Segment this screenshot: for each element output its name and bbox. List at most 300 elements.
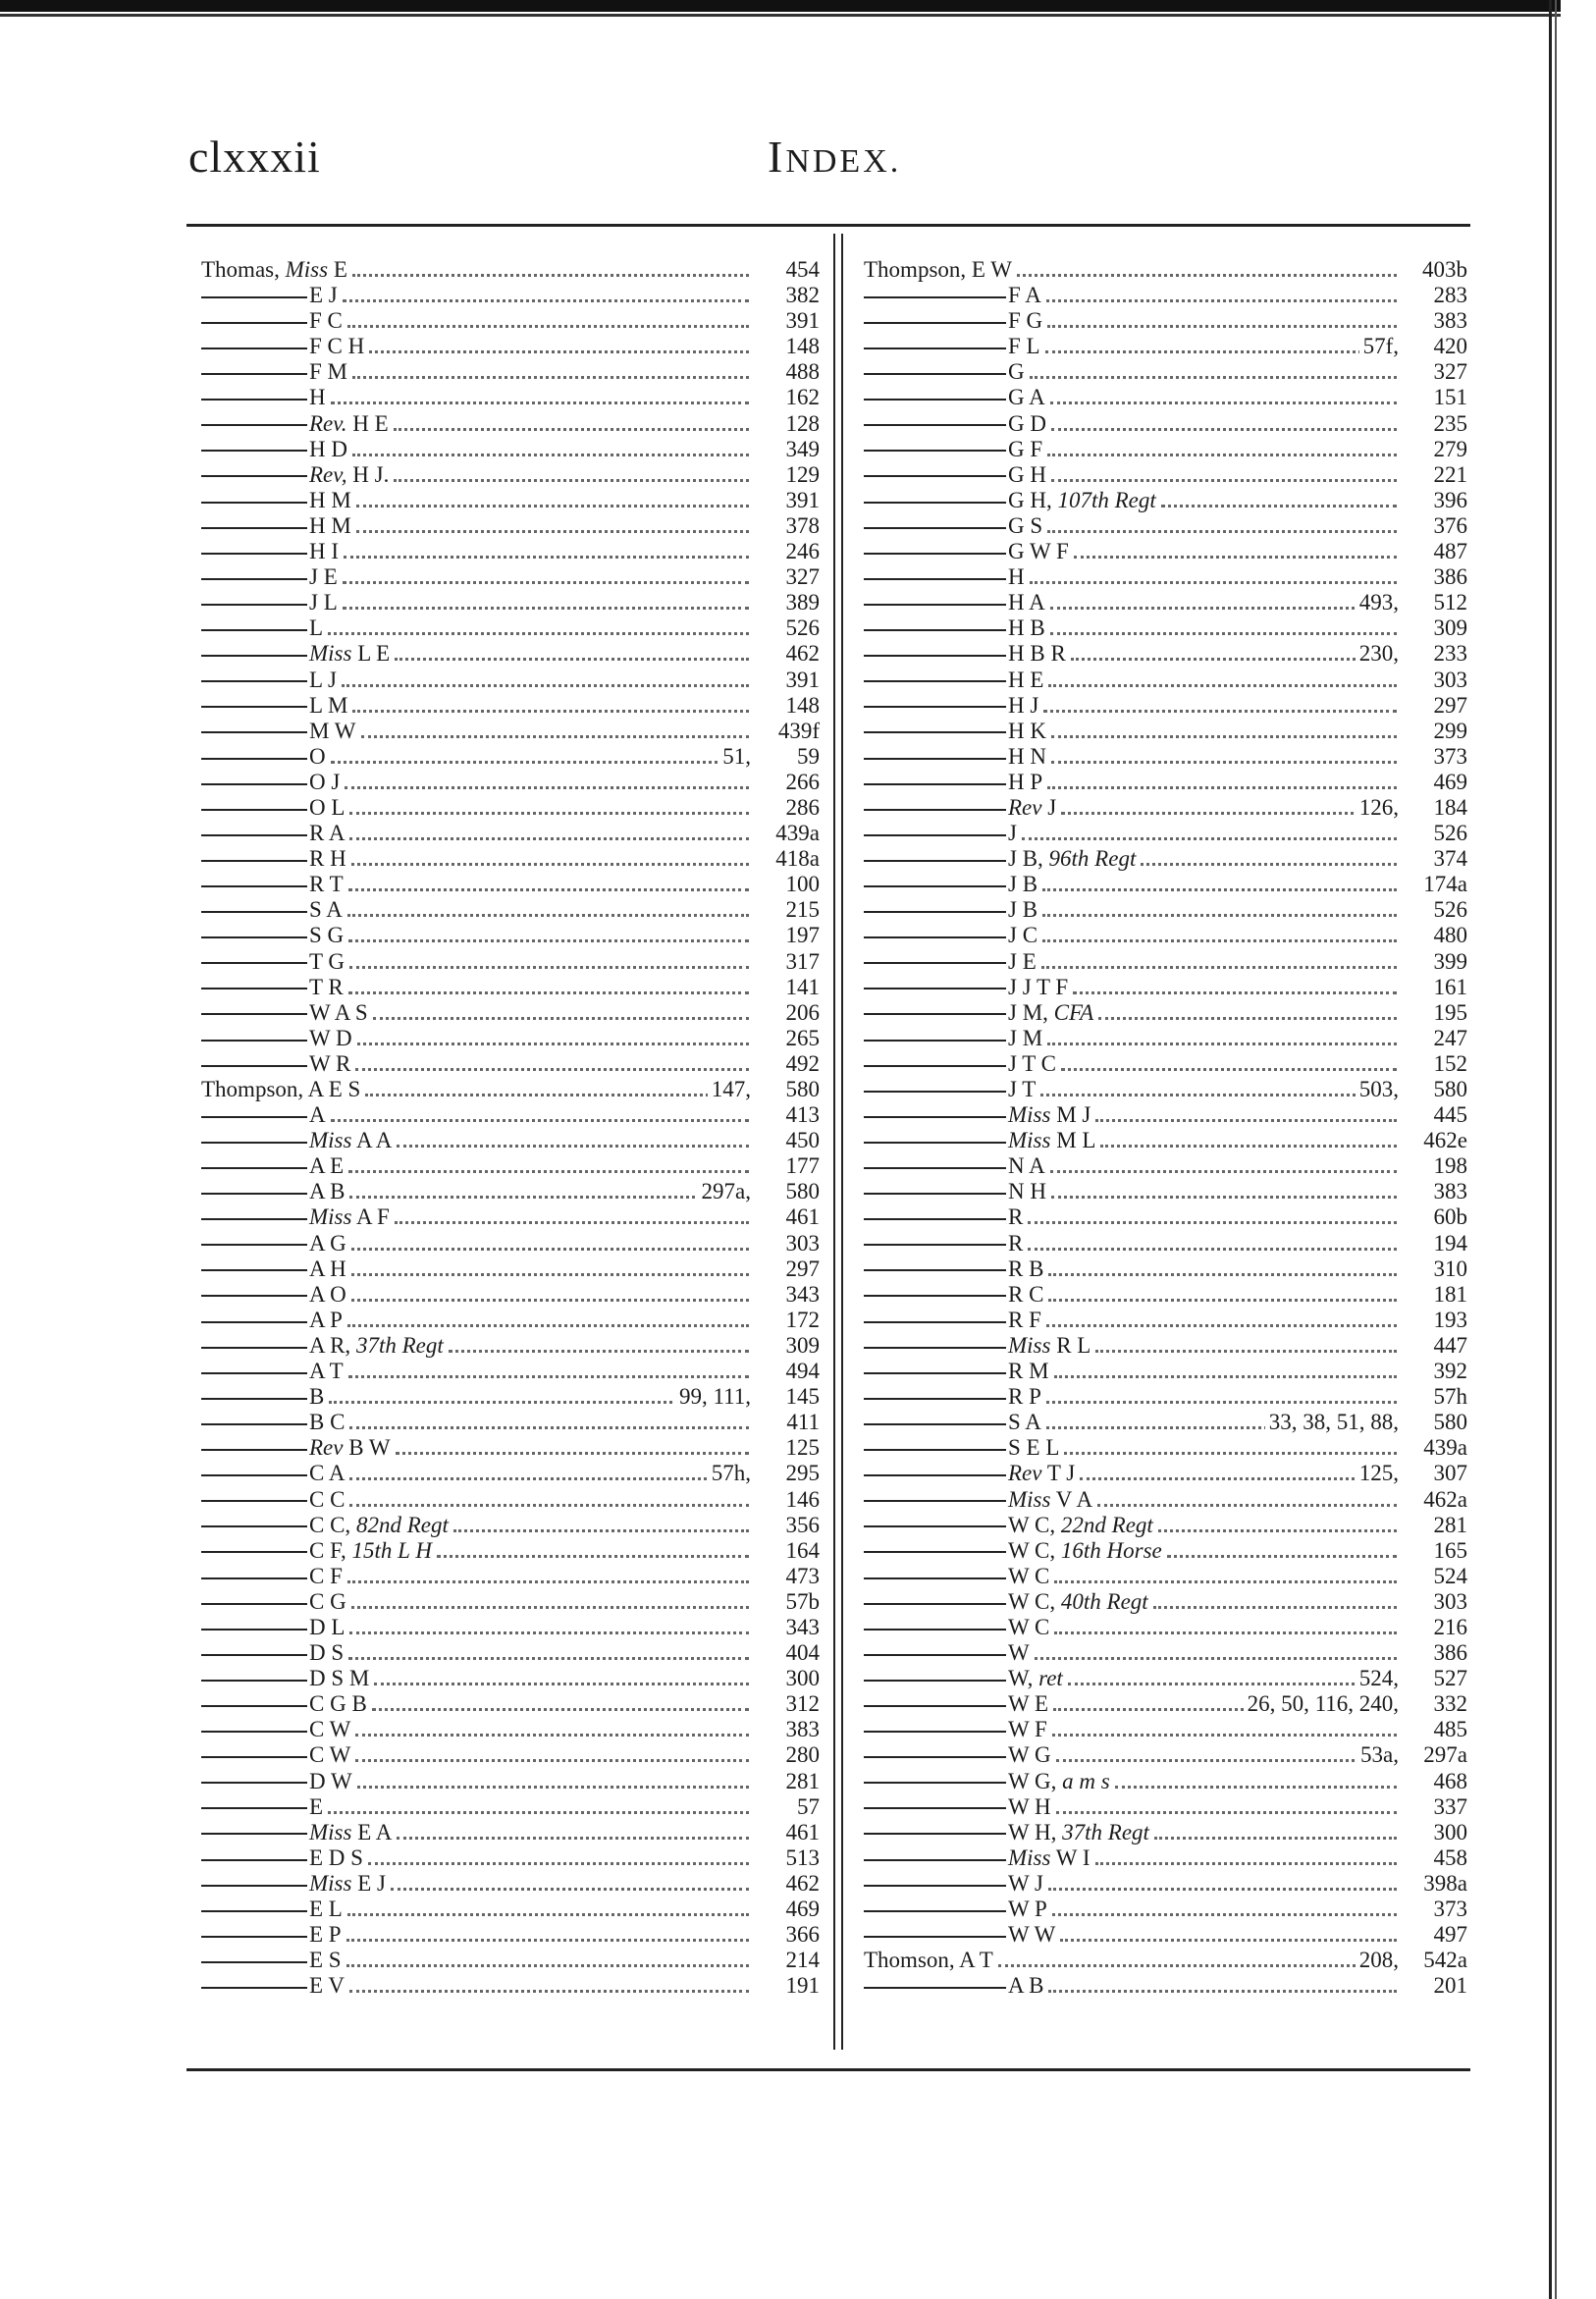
index-entry bbox=[864, 411, 1467, 437]
entry-name bbox=[201, 975, 346, 1000]
entry-other-pages: 53a, bbox=[1357, 1742, 1399, 1768]
ditto-dash bbox=[864, 783, 1006, 785]
entry-given-names: W J bbox=[1008, 1870, 1043, 1896]
dot-leader bbox=[1073, 991, 1397, 994]
entry-name bbox=[201, 1538, 435, 1564]
entry-name bbox=[201, 1000, 371, 1026]
entry-page-number: 469 bbox=[785, 1897, 820, 1921]
entry-given-names: H J bbox=[1008, 692, 1039, 718]
entry-page-number: 513 bbox=[785, 1845, 820, 1870]
ditto-dash bbox=[201, 1116, 307, 1118]
dot-leader bbox=[347, 1580, 749, 1583]
entry-name bbox=[201, 897, 346, 923]
index-entry bbox=[201, 1742, 820, 1768]
entry-page-number: 373 bbox=[1433, 743, 1467, 769]
entry-other-pages: 230, bbox=[1356, 641, 1399, 667]
index-entry bbox=[864, 1922, 1467, 1948]
dot-leader bbox=[343, 607, 749, 610]
entry-page-number: 473 bbox=[785, 1563, 820, 1588]
ditto-dash bbox=[864, 731, 1006, 733]
entry-note: 107th Regt bbox=[1057, 487, 1156, 512]
entry-page-number: 447 bbox=[1433, 1332, 1467, 1358]
entry-given-names: F G bbox=[1008, 308, 1043, 334]
index-entry bbox=[864, 795, 1467, 821]
entry-given-names: C A bbox=[309, 1461, 346, 1486]
dot-leader bbox=[1071, 658, 1397, 661]
dot-leader bbox=[1050, 401, 1397, 404]
index-entry bbox=[864, 1640, 1467, 1666]
ditto-dash bbox=[201, 834, 307, 836]
ditto-dash bbox=[201, 1013, 307, 1015]
dot-leader bbox=[449, 1350, 749, 1353]
entry-given-names: W H, bbox=[1008, 1819, 1057, 1845]
index-entry bbox=[201, 1973, 820, 1999]
entry-given-names: R H bbox=[309, 846, 346, 872]
entry-name bbox=[864, 1871, 1046, 1897]
index-entry bbox=[201, 1871, 820, 1897]
entry-name bbox=[864, 1102, 1093, 1128]
index-entry bbox=[864, 308, 1467, 334]
dot-leader bbox=[1052, 1913, 1397, 1916]
entry-page-number: 129 bbox=[785, 461, 820, 487]
entry-name bbox=[864, 615, 1048, 641]
entry-given-names: H bbox=[1008, 564, 1025, 590]
entry-given-names: W C, bbox=[1008, 1512, 1056, 1537]
index-entry bbox=[201, 1384, 820, 1410]
entry-given-names: H bbox=[309, 385, 326, 410]
entry-title: Miss bbox=[285, 257, 329, 282]
ditto-dash bbox=[864, 1654, 1006, 1656]
entry-given-names: L J bbox=[309, 667, 337, 692]
entry-given-names: J T C bbox=[1008, 1050, 1057, 1076]
dot-leader bbox=[343, 581, 749, 584]
entry-page-number: 392 bbox=[1433, 1359, 1467, 1384]
entry-page-number: 580 bbox=[1433, 1410, 1467, 1435]
entry-title: Miss bbox=[309, 1204, 352, 1230]
ditto-dash bbox=[201, 1244, 307, 1246]
entry-note: 82nd Regt bbox=[355, 1512, 449, 1537]
entry-name bbox=[864, 437, 1045, 462]
dot-leader bbox=[1030, 581, 1397, 584]
index-entry bbox=[201, 283, 820, 308]
entry-page-number: 128 bbox=[785, 410, 820, 436]
ditto-dash bbox=[864, 1500, 1006, 1502]
entry-given-names: C G B bbox=[309, 1691, 367, 1717]
entry-given-names: J M bbox=[1008, 1025, 1043, 1050]
ditto-dash bbox=[864, 1525, 1006, 1527]
entry-other-pages: 26, 50, 116, 240, bbox=[1244, 1691, 1399, 1717]
entry-page-number: 374 bbox=[1433, 846, 1467, 872]
dot-leader bbox=[347, 914, 749, 917]
entry-given-names: J B, bbox=[1008, 846, 1043, 872]
entry-given-names: A H bbox=[309, 1256, 346, 1281]
entry-page-number: 454 bbox=[785, 257, 820, 282]
dot-leader bbox=[1115, 1786, 1397, 1789]
ditto-dash bbox=[201, 604, 307, 606]
ditto-dash bbox=[864, 296, 1006, 298]
index-entry bbox=[201, 1077, 820, 1102]
dot-leader bbox=[352, 710, 749, 713]
dot-leader bbox=[1074, 556, 1397, 559]
entry-name bbox=[864, 1384, 1044, 1410]
ditto-dash bbox=[201, 1218, 307, 1220]
entry-name bbox=[201, 385, 329, 410]
entry-name bbox=[201, 1333, 447, 1359]
ditto-dash bbox=[201, 731, 307, 733]
entry-name bbox=[201, 1153, 346, 1179]
ditto-dash bbox=[201, 553, 307, 555]
entry-page-number: 349 bbox=[785, 436, 820, 461]
entry-page-number: 391 bbox=[785, 667, 820, 692]
index-entry bbox=[864, 719, 1467, 744]
entry-page-number: 201 bbox=[1433, 1973, 1467, 1999]
ditto-dash bbox=[201, 424, 307, 426]
entry-page-number: 281 bbox=[785, 1768, 820, 1793]
index-entry bbox=[201, 1256, 820, 1282]
entry-page-number: 404 bbox=[785, 1640, 820, 1666]
dot-leader bbox=[1028, 1248, 1397, 1251]
ditto-dash bbox=[864, 911, 1006, 913]
index-entry bbox=[201, 1128, 820, 1153]
index-entry bbox=[201, 1948, 820, 1973]
dot-leader bbox=[1022, 837, 1397, 840]
entry-page-number: 458 bbox=[1433, 1845, 1467, 1870]
index-entry bbox=[864, 437, 1467, 462]
ditto-dash bbox=[864, 604, 1006, 606]
entry-page-number: 161 bbox=[1433, 974, 1467, 999]
entry-page-number: 286 bbox=[785, 794, 820, 820]
ditto-dash bbox=[864, 399, 1006, 401]
dot-leader bbox=[1060, 1939, 1397, 1942]
entry-page-number: 177 bbox=[785, 1153, 820, 1179]
footer-rule bbox=[186, 2068, 1470, 2071]
ditto-dash bbox=[201, 1629, 307, 1631]
entry-name bbox=[864, 1589, 1151, 1615]
entry-name bbox=[864, 1513, 1156, 1538]
page-number: clxxxii bbox=[188, 132, 321, 182]
entry-name bbox=[201, 437, 350, 462]
entry-name bbox=[864, 923, 1040, 948]
dot-leader bbox=[331, 1119, 749, 1122]
ditto-dash bbox=[864, 1833, 1006, 1835]
index-entry bbox=[864, 1410, 1467, 1435]
entry-name bbox=[864, 1615, 1052, 1640]
entry-name bbox=[864, 1666, 1066, 1691]
entry-given-names: A B bbox=[1008, 1973, 1044, 1999]
ditto-dash bbox=[864, 809, 1006, 811]
entry-page-number: 445 bbox=[1433, 1102, 1467, 1128]
entry-given-names: S G bbox=[309, 923, 345, 948]
dot-leader bbox=[1051, 428, 1397, 431]
ditto-dash bbox=[864, 450, 1006, 452]
right-margin-line bbox=[1549, 0, 1552, 2299]
ditto-dash bbox=[864, 1142, 1006, 1144]
entry-given-names: R B bbox=[1008, 1256, 1044, 1281]
index-entry bbox=[864, 668, 1467, 693]
ditto-dash bbox=[864, 348, 1006, 349]
ditto-dash bbox=[864, 1705, 1006, 1707]
index-entry bbox=[864, 615, 1467, 641]
entry-name bbox=[864, 949, 1039, 975]
entry-given-names: E J bbox=[309, 283, 338, 308]
entry-name bbox=[201, 744, 329, 770]
index-entry bbox=[864, 283, 1467, 308]
entry-page-number: 57h bbox=[1433, 1384, 1467, 1410]
entry-name bbox=[201, 846, 349, 872]
entry-name bbox=[201, 1128, 395, 1153]
ditto-dash bbox=[201, 1603, 307, 1605]
dot-leader bbox=[1068, 1683, 1397, 1685]
entry-given-names: T J bbox=[1046, 1461, 1076, 1486]
entry-given-names: H D bbox=[309, 436, 347, 461]
index-entry bbox=[201, 1204, 820, 1230]
entry-other-pages: 51, bbox=[718, 744, 751, 770]
entry-name bbox=[201, 1691, 370, 1717]
index-entry bbox=[201, 1922, 820, 1948]
entry-given-names: W, bbox=[1008, 1666, 1034, 1691]
dot-leader bbox=[1041, 966, 1397, 969]
dot-leader bbox=[355, 1759, 749, 1762]
entry-page-number: 310 bbox=[1433, 1256, 1467, 1281]
index-entry bbox=[864, 1077, 1467, 1102]
index-entry bbox=[864, 1871, 1467, 1897]
entry-name bbox=[201, 308, 346, 334]
dot-leader bbox=[349, 1504, 749, 1507]
entry-name bbox=[864, 1204, 1026, 1230]
index-entry bbox=[201, 1640, 820, 1666]
dot-leader bbox=[349, 1477, 749, 1480]
entry-given-names: H E bbox=[1008, 667, 1044, 692]
index-entry bbox=[864, 975, 1467, 1000]
ditto-dash bbox=[864, 1782, 1006, 1784]
index-entry bbox=[201, 1615, 820, 1640]
entry-page-number: 193 bbox=[1433, 1307, 1467, 1332]
entry-name bbox=[864, 257, 1015, 283]
entry-given-names: H B bbox=[1008, 615, 1045, 641]
index-entry bbox=[864, 359, 1467, 385]
ditto-dash bbox=[864, 1091, 1006, 1093]
entry-page-number: 497 bbox=[1433, 1922, 1467, 1948]
entry-page-number: 468 bbox=[1433, 1768, 1467, 1793]
entry-given-names: J T bbox=[1008, 1077, 1037, 1101]
dot-leader bbox=[1028, 1221, 1397, 1224]
ditto-dash bbox=[864, 1910, 1006, 1912]
entry-page-number: 526 bbox=[1433, 821, 1467, 846]
ditto-dash bbox=[201, 1577, 307, 1579]
entry-given-names: T R bbox=[309, 974, 344, 999]
dot-leader bbox=[1154, 1837, 1397, 1840]
index-entry bbox=[864, 1769, 1467, 1794]
ditto-dash bbox=[864, 1577, 1006, 1579]
dot-leader bbox=[357, 1786, 749, 1789]
dot-leader bbox=[374, 1683, 749, 1685]
dot-leader bbox=[394, 428, 749, 431]
entry-name bbox=[201, 1204, 393, 1230]
entry-name bbox=[864, 411, 1049, 437]
index-column-left bbox=[201, 257, 820, 1999]
ditto-dash bbox=[201, 1807, 307, 1809]
dot-leader bbox=[1048, 1273, 1397, 1276]
entry-name bbox=[201, 1077, 363, 1102]
entry-name bbox=[864, 1231, 1026, 1256]
dot-leader bbox=[356, 505, 749, 508]
ditto-dash bbox=[201, 373, 307, 375]
entry-other-pages: 147, bbox=[708, 1077, 751, 1102]
index-entry bbox=[864, 1461, 1467, 1486]
entry-page-number: 184 bbox=[1433, 794, 1467, 820]
ditto-dash bbox=[864, 1731, 1006, 1733]
entry-given-names: R T bbox=[309, 872, 344, 897]
entry-page-number: 386 bbox=[1433, 1640, 1467, 1666]
index-entry bbox=[864, 1564, 1467, 1589]
entry-page-number: 300 bbox=[1433, 1819, 1467, 1845]
entry-name bbox=[864, 1717, 1050, 1742]
entry-page-number: 462 bbox=[785, 1870, 820, 1896]
entry-name bbox=[864, 1948, 996, 1973]
index-entry bbox=[864, 513, 1467, 539]
entry-page-number: 526 bbox=[785, 615, 820, 641]
entry-name bbox=[864, 975, 1071, 1000]
entry-page-number: 383 bbox=[785, 1717, 820, 1742]
ditto-dash bbox=[201, 936, 307, 938]
dot-leader bbox=[361, 735, 750, 738]
entry-name bbox=[864, 1973, 1046, 1999]
index-entry bbox=[201, 1435, 820, 1461]
index-entry bbox=[201, 693, 820, 719]
entry-title: Miss bbox=[309, 1128, 352, 1153]
index-entry bbox=[864, 1179, 1467, 1204]
index-entry bbox=[864, 488, 1467, 513]
entry-given-names: L bbox=[309, 615, 324, 641]
dot-leader bbox=[328, 1811, 749, 1814]
entry-given-names: W P bbox=[1008, 1897, 1047, 1921]
entry-given-names: W C, bbox=[1008, 1537, 1056, 1563]
entry-other-pages: 208, bbox=[1356, 1948, 1399, 1973]
ditto-dash bbox=[864, 1936, 1006, 1938]
dot-leader bbox=[1048, 1888, 1397, 1891]
entry-page-number: 383 bbox=[1433, 1179, 1467, 1204]
entry-given-names: H B R bbox=[1008, 641, 1066, 667]
index-entry bbox=[201, 1845, 820, 1871]
entry-other-pages: 126, bbox=[1356, 795, 1399, 821]
entry-title: Rev bbox=[1008, 794, 1042, 820]
entry-name bbox=[201, 1461, 347, 1486]
entry-given-names: J bbox=[1047, 794, 1057, 820]
index-entry bbox=[201, 770, 820, 795]
entry-page-number: 461 bbox=[785, 1819, 820, 1845]
index-entry bbox=[201, 1820, 820, 1845]
entry-name bbox=[864, 1333, 1093, 1359]
entry-given-names: H M bbox=[309, 487, 351, 512]
dot-leader bbox=[1098, 1017, 1397, 1020]
dot-leader bbox=[1051, 761, 1397, 764]
index-entry bbox=[864, 744, 1467, 770]
entry-given-names: O L bbox=[309, 794, 346, 820]
index-entry bbox=[201, 1461, 820, 1486]
entry-name bbox=[864, 1000, 1096, 1026]
ditto-dash bbox=[864, 1474, 1006, 1476]
entry-given-names: A F bbox=[355, 1204, 390, 1230]
entry-page-number: 283 bbox=[1433, 283, 1467, 308]
entry-page-number: 488 bbox=[785, 359, 820, 385]
entry-page-number: 152 bbox=[1433, 1050, 1467, 1076]
entry-given-names: T G bbox=[309, 948, 345, 974]
entry-page-number: 542a bbox=[1423, 1948, 1467, 1973]
dot-leader bbox=[1048, 1990, 1397, 1993]
entry-given-names: R F bbox=[1008, 1307, 1041, 1332]
entry-given-names: W D bbox=[309, 1025, 352, 1050]
index-entry bbox=[864, 1948, 1467, 1973]
ditto-dash bbox=[201, 1269, 307, 1271]
dot-leader bbox=[349, 1631, 749, 1634]
entry-page-number: 378 bbox=[785, 512, 820, 538]
index-entry bbox=[201, 1153, 820, 1179]
entry-given-names: C W bbox=[309, 1742, 351, 1768]
entry-given-names: C G bbox=[309, 1588, 346, 1614]
ditto-dash bbox=[864, 527, 1006, 529]
index-entry bbox=[864, 1691, 1467, 1717]
entry-name bbox=[864, 1435, 1062, 1461]
index-entry bbox=[864, 462, 1467, 488]
index-entry bbox=[201, 590, 820, 615]
entry-name bbox=[864, 385, 1048, 410]
entry-page-number: 480 bbox=[1433, 923, 1467, 948]
entry-given-names: W C, bbox=[1008, 1588, 1056, 1614]
right-margin-line-inner bbox=[1555, 0, 1557, 2299]
entry-given-names: G W F bbox=[1008, 539, 1069, 564]
entry-title: Rev bbox=[1008, 1461, 1042, 1486]
entry-page-number: 307 bbox=[1433, 1461, 1467, 1486]
entry-page-number: 462a bbox=[1423, 1486, 1467, 1512]
dot-leader bbox=[347, 1913, 749, 1916]
entry-page-number: 309 bbox=[785, 1332, 820, 1358]
dot-leader bbox=[1050, 607, 1397, 610]
entry-given-names: A E bbox=[309, 1153, 345, 1179]
entry-name bbox=[201, 334, 367, 359]
entry-page-number: 57b bbox=[785, 1588, 820, 1614]
entry-name bbox=[201, 1922, 345, 1948]
entry-name bbox=[201, 1666, 372, 1691]
index-entry bbox=[201, 1487, 820, 1513]
index-entry bbox=[201, 1000, 820, 1026]
entry-given-names: H N bbox=[1008, 743, 1046, 769]
ditto-dash bbox=[864, 1347, 1006, 1349]
entry-name bbox=[864, 846, 1139, 872]
entry-given-names: H K bbox=[1008, 718, 1046, 743]
entry-given-names: F C bbox=[309, 308, 343, 334]
ditto-dash bbox=[201, 1449, 307, 1451]
entry-name bbox=[201, 1973, 347, 1999]
dot-leader bbox=[437, 1555, 749, 1558]
entry-name bbox=[864, 1282, 1046, 1308]
entry-title: Rev bbox=[309, 1435, 344, 1461]
entry-given-names: G H, bbox=[1008, 487, 1052, 512]
ditto-dash bbox=[201, 758, 307, 760]
entry-name bbox=[201, 1384, 327, 1410]
ditto-dash bbox=[201, 885, 307, 887]
dot-leader bbox=[1061, 812, 1397, 815]
dot-leader bbox=[1064, 1452, 1397, 1455]
dot-leader bbox=[1161, 505, 1397, 508]
ditto-dash bbox=[201, 809, 307, 811]
ditto-dash bbox=[201, 706, 307, 708]
dot-leader bbox=[348, 1375, 749, 1378]
entry-given-names: E bbox=[309, 1793, 324, 1819]
ditto-dash bbox=[201, 1680, 307, 1682]
entry-other-pages: 493, bbox=[1356, 590, 1399, 615]
dot-leader bbox=[1046, 299, 1397, 302]
dot-leader bbox=[331, 761, 749, 764]
